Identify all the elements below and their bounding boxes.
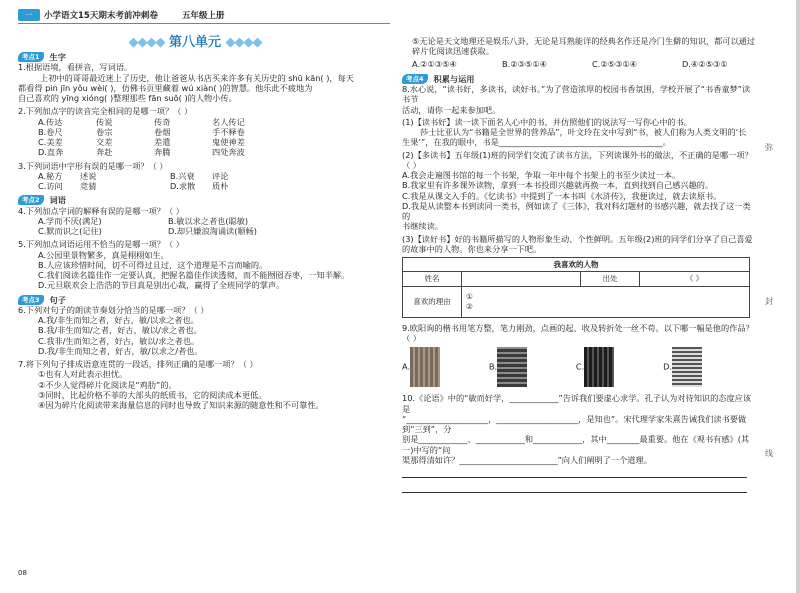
option-row xyxy=(38,147,390,157)
answer-line[interactable] xyxy=(402,469,747,478)
q8-part2: (2)【多读书】五年级(1)班的同学们交流了读书方法，下列读课外书的做法，不正确的是哪一项？ xyxy=(402,149,753,160)
q4-stem: 4.下列加点字词的解释有误的是哪一项？（ ） xyxy=(18,205,184,216)
option-row xyxy=(38,216,390,226)
option-word: 传奇 xyxy=(154,116,171,127)
option-a[interactable]: A.传达 xyxy=(38,116,63,127)
option-a[interactable]: A.我/非生而知之者，好古，敏/以求之者也。 xyxy=(38,315,199,325)
margin-seal-text: 线 xyxy=(765,449,773,458)
sentence-3: ③同时，比起价格不菲的大部头的纸质书，它的阅读成本更低。 xyxy=(38,389,267,400)
section-tag: 考点3 xyxy=(18,295,44,305)
option-row xyxy=(38,117,390,127)
q10[interactable] xyxy=(402,393,757,495)
option-d[interactable] xyxy=(663,347,702,387)
q7-continuation: 碎片化阅读迅速获取。 xyxy=(412,46,494,57)
reason-line-1: ① xyxy=(466,292,473,302)
name-answer-cell[interactable] xyxy=(462,272,581,286)
sentence-4: ④因为碎片化阅读带来海量信息的同时也导致了知识来源的随意性和不可靠性。 xyxy=(38,400,324,410)
option-a[interactable] xyxy=(402,347,440,387)
option-word: 名人传记 xyxy=(212,116,245,127)
option-word: 质朴 xyxy=(212,181,229,191)
option-word: 鬼使神差 xyxy=(212,137,245,147)
option-word: 奔赴 xyxy=(96,147,113,158)
option-b[interactable]: B.人应该珍惜时间，切不可得过且过，这个道理是不言而喻的。 xyxy=(38,259,268,270)
section-tag: 考点1 xyxy=(18,52,44,62)
q8-part2-paren[interactable]: （ ） xyxy=(402,159,421,170)
unit-title: ◆◆◆◆ 第八单元 ◆◆◆◆ xyxy=(128,35,262,50)
book-title: 小学语文15天期末考前冲刺卷 xyxy=(44,11,158,21)
page-number: 08 xyxy=(18,569,27,577)
option-label: B. xyxy=(488,361,498,372)
option-word: 手不释卷 xyxy=(212,126,245,137)
option-label: A. xyxy=(402,361,411,372)
option-b[interactable]: B.②③⑤①④ xyxy=(502,58,547,69)
q3-stem: 3.下列词语中字形有误的是哪一项？（ ） xyxy=(18,160,168,171)
section-name: 生字 xyxy=(49,52,66,62)
calligraphy-image xyxy=(497,347,527,387)
option-d-cont: 书继续读。 xyxy=(402,221,443,232)
option-d[interactable]: D.求散 xyxy=(170,181,196,191)
option-a[interactable]: A.学而不厌(满足) xyxy=(38,215,102,226)
option-word: 差遣 xyxy=(154,137,171,147)
page-fold-edge xyxy=(796,0,800,593)
q1-line: 自己喜欢的 yīng xióng( )整理那些 fān suǒ( )的人物小传。 xyxy=(18,93,237,103)
option-d[interactable]: D.直奔 xyxy=(38,147,64,158)
section-name: 句子 xyxy=(49,294,66,305)
reason-answer-cell[interactable] xyxy=(462,286,750,317)
option-a[interactable]: A.我会走遍图书馆的每一个书架，争取一年中每个书架上的书至少读过一本。 xyxy=(402,170,681,180)
section-tag: 考点4 xyxy=(402,74,428,84)
option-word: 竞猜 xyxy=(80,181,97,191)
option-b[interactable]: B.兴衰 xyxy=(170,170,195,181)
margin-seal-text: 封 xyxy=(765,297,773,306)
option-c[interactable]: C.美差 xyxy=(38,137,63,147)
option-c[interactable]: C.默而识之(记住) xyxy=(38,226,102,236)
option-a[interactable]: A.②①③⑤④ xyxy=(412,58,457,69)
q1-stem: 1.根据语境，看拼音，写词语。 xyxy=(18,62,133,73)
section-4-heading xyxy=(402,74,757,84)
q8-part3: (3)【读好书】好的书籍所描写的人物形象生动、个性鲜明。五年级(2)班的同学们分享了自己喜爱 xyxy=(402,233,753,244)
section-name: 积累与运用 xyxy=(433,73,475,84)
option-word: 奔腾 xyxy=(154,147,171,158)
q3-options xyxy=(18,171,390,192)
q2-options xyxy=(18,117,390,158)
q8-part1-text[interactable]: 生果’”，在我的眼中，书是________________________________________。 xyxy=(402,137,671,148)
table-title: 我喜欢的人物 xyxy=(403,258,750,272)
q9-stem-text: 9.欧阳询的楷书用笔方整，笔力刚劲，点画的起、收及转折处一丝不苟。以下哪一幅是他的作品？ xyxy=(402,322,754,333)
source-answer-cell[interactable]: 《 》 xyxy=(640,272,750,286)
sentence-2: ②不少人觉得碎片化阅读是“鸡肋”的。 xyxy=(38,379,177,390)
option-c[interactable]: C.我是从课文入手的。《忆读书》中提到了一本书叫《水浒传》，我便读过，就去读原书。 xyxy=(402,190,722,201)
option-word: 评论 xyxy=(212,170,229,181)
calligraphy-image xyxy=(672,347,702,387)
q9-stem xyxy=(402,323,757,344)
option-row xyxy=(38,226,390,236)
calligraphy-image xyxy=(410,347,440,387)
option-d[interactable]: D.我/非生而知之者，好古，敏/以求之/者也。 xyxy=(38,345,203,356)
q7-continuation: ⑤无论是天文地理还是娱乐八卦，无论是耳熟能详的经典名作还是冷门生僻的知识，都可以通过 xyxy=(412,36,756,46)
option-label: C. xyxy=(575,361,585,372)
margin-seal-text: 弥 xyxy=(765,143,773,152)
q9-images xyxy=(402,347,702,387)
q8-part3-text: 的故事中的人物。你也来分享一下吧。 xyxy=(402,243,542,254)
q10-line: 渠那得清如许？________________________”向人们阐明了一个道理。 xyxy=(402,454,652,465)
option-row xyxy=(38,127,390,137)
option-word: 四处奔波 xyxy=(212,147,245,158)
reason-line-2: ② xyxy=(466,301,473,311)
q10-line: 10.《论语》中的“敏而好学，____________”告诉我们要虚心求学。孔子认为对待知识的态度应该是 xyxy=(402,393,752,414)
calligraphy-image xyxy=(584,347,614,387)
sentence-1: ①也有人对此表示担忧。 xyxy=(38,369,128,380)
option-row xyxy=(38,181,390,191)
option-b[interactable] xyxy=(489,347,527,387)
table-label-name: 姓名 xyxy=(403,272,462,286)
option-c[interactable] xyxy=(576,347,614,387)
q5-options xyxy=(18,250,390,291)
q8-part1: (1)【读书好】读一读下面名人心中的书，并仿照他们的说法写一写你心中的书。 xyxy=(402,116,692,127)
q8-stem: 活动，请你一起来参加吧。 xyxy=(402,104,501,115)
q1-line: 上初中的哥哥最近迷上了历史，他让爸爸从书店买来许多有关历史的 shū kān( )，每天 xyxy=(40,72,354,83)
option-c[interactable]: C.我们阅读名篇佳作一定要认真，把握名篇佳作读透彻，而不能囫囵吞枣，一知半解。 xyxy=(38,270,350,280)
favorite-character-table xyxy=(402,257,750,318)
option-word: 交差 xyxy=(96,137,113,147)
q9-paren[interactable]: （ ） xyxy=(402,333,421,343)
q8-stem: 8.水心说，“读书好，多读书，读好书。”为了营造浓厚的校园书香氛围，学校开展了“书香童梦”读书节 xyxy=(402,84,751,105)
option-word: 卷宗 xyxy=(96,126,113,137)
option-d[interactable]: D.我是从读整本书到读同一类书，例如读了《三体》，我对科幻题材的书感兴趣，就去找了这一类的 xyxy=(402,200,751,221)
option-c[interactable]: C.我非/生而知之者，好古，敏以/求之者也。 xyxy=(38,335,200,346)
option-b[interactable]: B.我家里有许多课外读物，拿到一本书投即兴趣就再换一本，直到找到自己感兴趣的。 xyxy=(402,180,714,191)
option-d[interactable]: D.却只嫌浪淘诵读(顺畅) xyxy=(168,226,257,236)
option-word: 卷烟 xyxy=(154,126,171,137)
section-2-heading xyxy=(18,195,390,205)
section-name: 词语 xyxy=(49,195,66,206)
q6-stem: 6.下列对句子的朗读节奏划分恰当的是哪一项？（ ） xyxy=(18,304,209,315)
table-label-reason: 喜欢的理由 xyxy=(403,286,462,317)
option-b[interactable]: B.卷尺 xyxy=(38,126,63,137)
option-c[interactable]: C.②⑤③①④ xyxy=(592,58,638,69)
option-b[interactable]: B.敏以求之者也(聪敏) xyxy=(168,215,249,226)
section-1-heading xyxy=(18,52,390,62)
q7-sentences xyxy=(18,369,390,410)
header-divider xyxy=(18,23,390,24)
section-3-heading xyxy=(18,295,390,305)
q5-stem: 5.下列加点词语运用不恰当的是哪一项？（ ） xyxy=(18,239,184,250)
q8-part1-text: 莎士比亚认为“书籍是全世界的营养品”，叶文玲在文中写到“书，被人们称为人类文明的‘长 xyxy=(420,127,747,137)
q6-options xyxy=(18,315,390,356)
option-row xyxy=(38,171,390,181)
q1-line: 都看得 pin jīn yǒu wèi( )，仿佛书页里藏着 wú xiàn( )的智慧。他乐此不疲地为 xyxy=(18,82,313,93)
option-d[interactable]: D.④②⑤③① xyxy=(682,58,728,69)
option-a[interactable]: A.公园里景物繁多，真是栩栩如生。 xyxy=(38,249,169,260)
section-tag: 考点2 xyxy=(18,195,44,205)
q7-stem: 7.将下列句子排成语意连贯的一段话，排列正确的是哪一项？（ ） xyxy=(18,359,258,369)
q4-options xyxy=(18,216,390,237)
option-row xyxy=(38,137,390,147)
option-b[interactable]: B.我/非生而知/之者，好古，敏以/求之者也。 xyxy=(38,325,202,336)
q10-line: 别是____________、____________和____________，其中________最重要。他在《观书有感》(其一)中写的“问 xyxy=(402,434,750,455)
option-word: 述说 xyxy=(80,170,97,181)
page-header xyxy=(0,0,800,26)
q7-choices xyxy=(402,59,757,69)
table-label-source: 出处 xyxy=(581,272,640,286)
unit-title-text: 第八单元 xyxy=(168,35,221,50)
grade-label: 五年级上册 xyxy=(182,11,225,21)
option-d[interactable]: D.元旦联欢会上浩浩的节目真是别出心裁，赢得了全班同学的掌声。 xyxy=(38,280,285,291)
option-label: D. xyxy=(663,361,672,372)
option-c[interactable]: C.访问 xyxy=(38,181,63,191)
answer-line[interactable] xyxy=(402,484,747,493)
q10-line: “____________________，____________________，是知也”。宋代理学家朱熹告诫我们读书要做到“三到”，分 xyxy=(402,413,747,434)
option-word: 传说 xyxy=(96,116,113,127)
q2-stem: 2.下列加点字的读音完全相同的是哪一项？（ ） xyxy=(18,106,193,117)
series-logo: 一 xyxy=(18,9,40,21)
option-a[interactable]: A.秘方 xyxy=(38,170,63,181)
q8-part2-options xyxy=(402,170,757,232)
